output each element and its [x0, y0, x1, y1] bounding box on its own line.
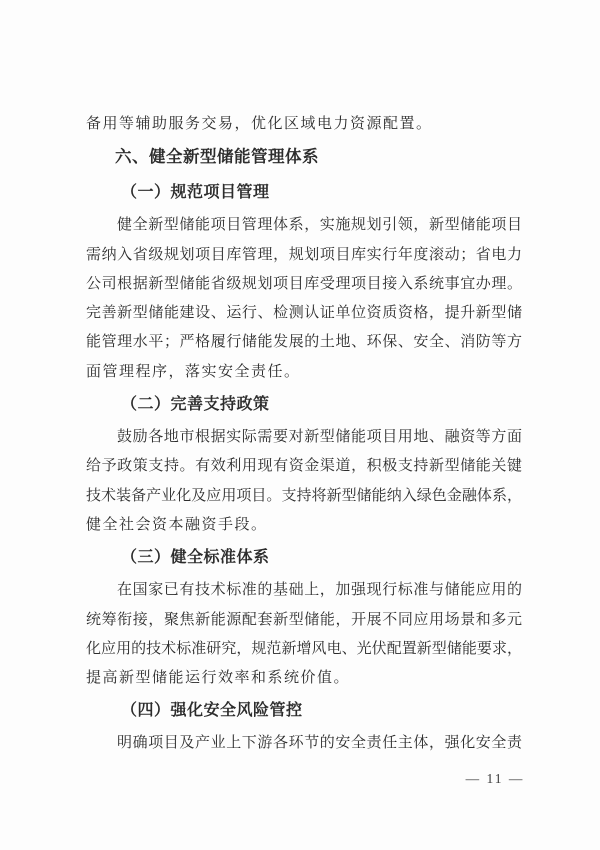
body-line: 提高新型储能运行效率和系统价值。 — [86, 670, 351, 687]
body-line: 完善新型储能建设、运行、检测认证单位资质资格，提升新型储 — [86, 305, 522, 322]
body-line: 明确项目及产业上下游各环节的安全责任主体，强化安全责 — [117, 735, 522, 752]
subsection-heading: （二）完善支持政策 — [121, 396, 270, 414]
body-line: 技术装备产业化及应用项目。支持将新型储能纳入绿色金融体系， — [86, 487, 522, 504]
body-line: 在国家已有技术标准的基础上，加强现行标准与储能应用的 — [117, 582, 522, 599]
body-line: 统筹衔接，聚焦新能源配套新型储能，开展不同应用场景和多元 — [86, 611, 522, 628]
body-line: 给予政策支持。有效利用现有资金渠道，积极支持新型储能关键 — [86, 458, 522, 475]
page-number: — 11 — — [465, 771, 525, 786]
body-line: 面管理程序，落实安全责任。 — [86, 363, 301, 380]
subsection-heading: （一）规范项目管理 — [121, 184, 270, 202]
body-line: 化应用的技术标准研究，规范新增风电、光伏配置新型储能要求， — [86, 640, 522, 657]
subsection-heading: （三）健全标准体系 — [121, 549, 270, 567]
subsection-heading: （四）强化安全风险管控 — [121, 702, 303, 720]
body-line: 公司根据新型储能省级规划项目库受理项目接入系统事宜办理。 — [86, 275, 522, 292]
body-line: 备用等辅助服务交易，优化区域电力资源配置。 — [86, 116, 433, 132]
section-heading: 六、健全新型储能管理体系 — [115, 148, 319, 167]
body-line: 健全新型储能项目管理体系，实施规划引领，新型储能项目 — [117, 217, 522, 234]
body-line: 鼓励各地市根据实际需要对新型储能项目用地、融资等方面 — [117, 429, 522, 446]
body-line: 健全社会资本融资手段。 — [86, 516, 268, 533]
document-text-block — [86, 110, 522, 759]
body-line: 能管理水平；严格履行储能发展的土地、环保、安全、消防等方 — [86, 334, 522, 351]
body-line: 需纳入省级规划项目库管理，规划项目库实行年度滚动；省电力 — [86, 246, 522, 263]
